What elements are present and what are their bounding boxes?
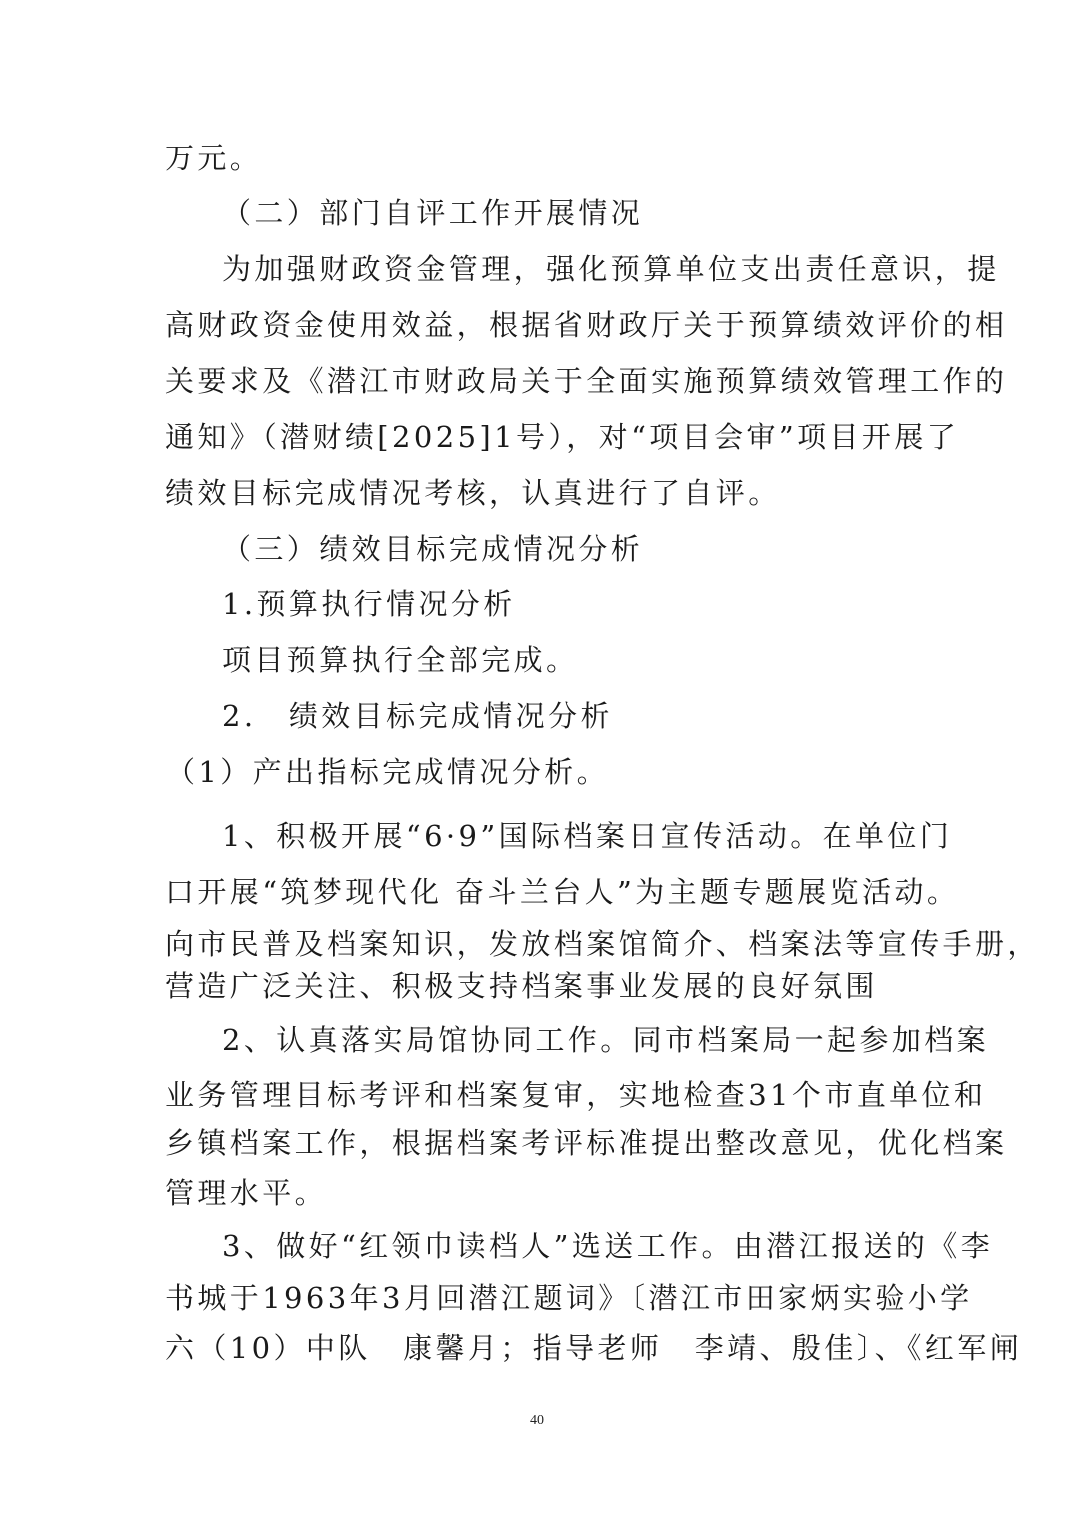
subsection-heading: （1）产出指标完成情况分析。 [166,755,610,789]
paragraph-line: 绩效目标完成情况考核，认真进行了自评。 [165,476,781,510]
subsection-heading: 2. 绩效目标完成情况分析 [222,699,613,733]
paragraph-line: 向市民普及档案知识，发放档案馆简介、档案法等宣传手册， [165,927,1040,961]
page-number: 40 [530,1413,544,1428]
paragraph-line: 为加强财政资金管理，强化预算单位支出责任意识，提 [222,252,1000,286]
paragraph-line: 乡镇档案工作，根据档案考评标准提出整改意见，优化档案 [165,1126,1008,1160]
paragraph-line: 项目预算执行全部完成。 [222,643,579,677]
paragraph-line: 六（10）中队 康馨月；指导老师 李靖、殷佳〕、《红军闸 [165,1331,1023,1365]
paragraph-line: 3、做好“红领巾读档人”选送工作。由潜江报送的《李 [222,1229,994,1263]
section-heading: （三）绩效目标完成情况分析 [222,532,644,566]
paragraph-line: 2、认真落实局馆协同工作。同市档案局一起参加档案 [222,1023,990,1057]
paragraph-line: 高财政资金使用效益，根据省财政厅关于预算绩效评价的相 [165,308,1008,342]
section-heading: （二）部门自评工作开展情况 [222,196,644,230]
paragraph-line: 通知》（潜财绩[2025]1号），对“项目会审”项目开展了 [165,420,960,454]
paragraph-line: 书城于1963年3月回潜江题词》〔潜江市田家炳实验小学 [165,1281,973,1315]
paragraph-line: 营造广泛关注、积极支持档案事业发展的良好氛围 [165,969,878,1003]
paragraph-line: 口开展“筑梦现代化 奋斗兰台人”为主题专题展览活动。 [165,875,960,909]
paragraph-line: 业务管理目标考评和档案复审，实地检查31个市直单位和 [165,1078,987,1112]
paragraph-line: 1、积极开展“6·9”国际档案日宣传活动。在单位门 [222,819,953,853]
paragraph-line: 管理水平。 [165,1176,328,1210]
subsection-heading: 1.预算执行情况分析 [222,587,516,621]
paragraph-line: 万元。 [165,141,263,175]
paragraph-line: 关要求及《潜江市财政局关于全面实施预算绩效管理工作的 [165,364,1008,398]
